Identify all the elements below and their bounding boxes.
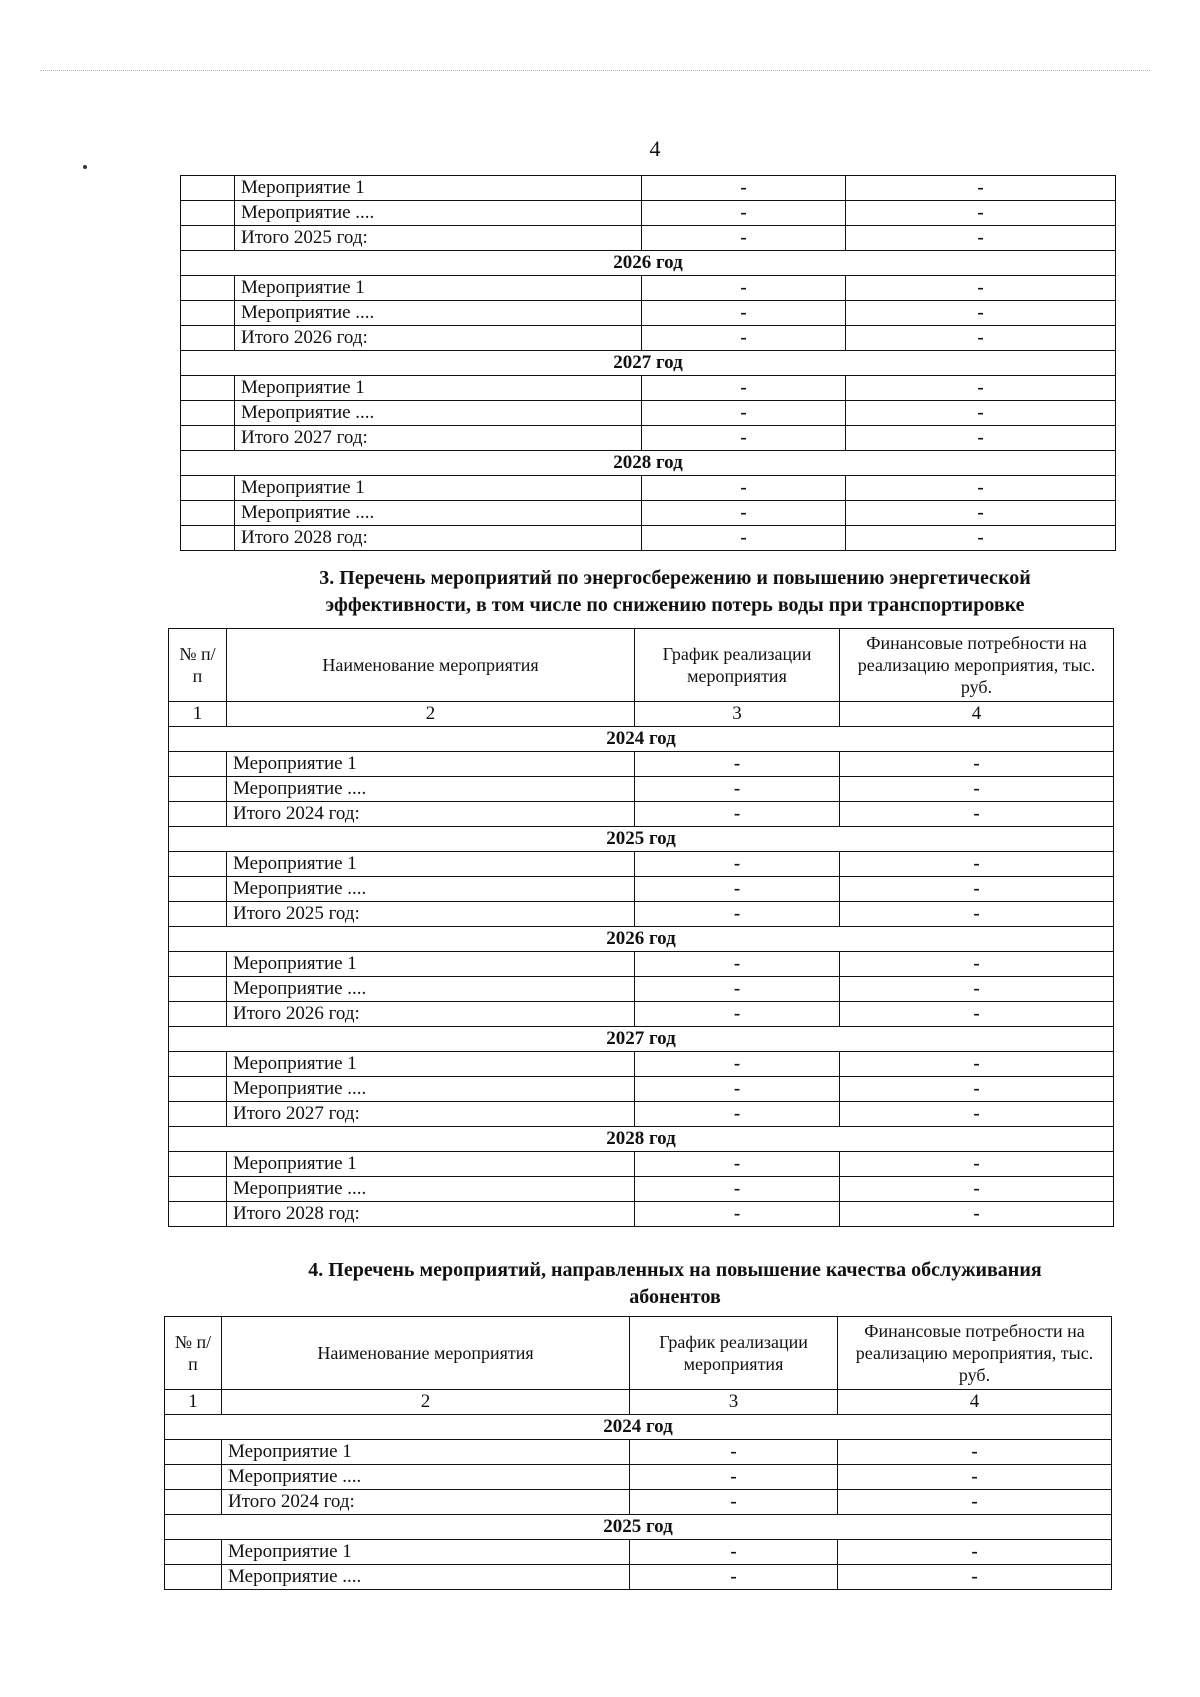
event-name-cell: Мероприятие 1 bbox=[235, 376, 642, 401]
finance-cell: - bbox=[846, 401, 1116, 426]
schedule-cell: - bbox=[642, 301, 846, 326]
table-row bbox=[169, 777, 1114, 802]
finance-cell: - bbox=[840, 777, 1114, 802]
finance-cell: - bbox=[840, 1052, 1114, 1077]
table-row bbox=[181, 376, 1116, 401]
finance-cell: - bbox=[840, 1102, 1114, 1127]
row-number-cell bbox=[169, 1102, 227, 1127]
finance-cell: - bbox=[846, 276, 1116, 301]
event-name-cell: Мероприятие 1 bbox=[235, 176, 642, 201]
year-heading-row bbox=[169, 827, 1114, 852]
header-name: Наименование мероприятия bbox=[222, 1317, 630, 1390]
row-number-cell bbox=[181, 526, 235, 551]
year-heading: 2025 год bbox=[165, 1515, 1112, 1540]
event-name-cell: Мероприятие .... bbox=[222, 1565, 630, 1590]
finance-cell: - bbox=[846, 301, 1116, 326]
event-name-cell: Мероприятие .... bbox=[222, 1465, 630, 1490]
row-number-cell bbox=[169, 752, 227, 777]
total-row bbox=[169, 1002, 1114, 1027]
event-name-cell: Мероприятие .... bbox=[227, 1077, 635, 1102]
total-row bbox=[165, 1490, 1112, 1515]
schedule-cell: - bbox=[635, 802, 840, 827]
column-number: 4 bbox=[838, 1390, 1112, 1415]
finance-cell: - bbox=[846, 226, 1116, 251]
schedule-cell: - bbox=[642, 426, 846, 451]
schedule-cell: - bbox=[635, 977, 840, 1002]
finance-cell: - bbox=[840, 802, 1114, 827]
row-number-cell bbox=[165, 1490, 222, 1515]
year-heading: 2024 год bbox=[169, 727, 1114, 752]
schedule-cell: - bbox=[635, 752, 840, 777]
table-row bbox=[169, 877, 1114, 902]
total-label-cell: Итого 2027 год: bbox=[227, 1102, 635, 1127]
schedule-cell: - bbox=[630, 1465, 838, 1490]
event-name-cell: Мероприятие 1 bbox=[222, 1540, 630, 1565]
event-name-cell: Мероприятие .... bbox=[227, 1177, 635, 1202]
table-header-row bbox=[169, 629, 1114, 702]
row-number-cell bbox=[181, 301, 235, 326]
schedule-cell: - bbox=[635, 1052, 840, 1077]
row-number-cell bbox=[169, 977, 227, 1002]
total-label-cell: Итого 2025 год: bbox=[235, 226, 642, 251]
row-number-cell bbox=[181, 226, 235, 251]
section-3-title-line-1: 3. Перечень мероприятий по энергосбережению и повышению энергетической bbox=[319, 567, 1031, 589]
row-number-cell bbox=[165, 1440, 222, 1465]
schedule-cell: - bbox=[642, 201, 846, 226]
row-number-cell bbox=[181, 176, 235, 201]
finance-cell: - bbox=[840, 752, 1114, 777]
year-heading: 2026 год bbox=[181, 251, 1116, 276]
schedule-cell: - bbox=[630, 1490, 838, 1515]
schedule-cell: - bbox=[635, 852, 840, 877]
table-row bbox=[169, 977, 1114, 1002]
finance-cell: - bbox=[846, 326, 1116, 351]
page-number: 4 bbox=[649, 136, 661, 161]
table-row bbox=[181, 201, 1116, 226]
section-4-table bbox=[164, 1316, 1112, 1590]
table-row bbox=[165, 1540, 1112, 1565]
year-heading-row bbox=[165, 1515, 1112, 1540]
section-4-title bbox=[170, 1257, 1180, 1311]
finance-cell: - bbox=[840, 852, 1114, 877]
table-row bbox=[169, 1052, 1114, 1077]
finance-cell: - bbox=[846, 476, 1116, 501]
header-finance: Финансовые потребности на реализацию мероприятия, тыс. руб. bbox=[838, 1317, 1112, 1390]
table-row bbox=[181, 401, 1116, 426]
schedule-cell: - bbox=[635, 1177, 840, 1202]
event-name-cell: Мероприятие 1 bbox=[227, 852, 635, 877]
table-row bbox=[181, 301, 1116, 326]
header-no: № п/п bbox=[169, 629, 227, 702]
schedule-cell: - bbox=[642, 476, 846, 501]
finance-cell: - bbox=[840, 952, 1114, 977]
section-3-title-line-2: эффективности, в том числе по снижению потерь воды при транспортировке bbox=[325, 594, 1025, 616]
total-label-cell: Итого 2028 год: bbox=[235, 526, 642, 551]
row-number-cell bbox=[169, 1077, 227, 1102]
event-name-cell: Мероприятие 1 bbox=[227, 752, 635, 777]
table-row bbox=[169, 852, 1114, 877]
schedule-cell: - bbox=[642, 326, 846, 351]
row-number-cell bbox=[169, 902, 227, 927]
scan-artifact-line bbox=[40, 70, 1150, 71]
table-row bbox=[169, 1152, 1114, 1177]
finance-cell: - bbox=[840, 977, 1114, 1002]
section-3-title bbox=[170, 565, 1180, 619]
schedule-cell: - bbox=[630, 1540, 838, 1565]
year-heading: 2026 год bbox=[169, 927, 1114, 952]
table-header-row bbox=[165, 1317, 1112, 1390]
scan-artifact-dot bbox=[83, 165, 87, 169]
event-name-cell: Мероприятие .... bbox=[227, 977, 635, 1002]
event-name-cell: Мероприятие .... bbox=[227, 777, 635, 802]
table-row bbox=[181, 276, 1116, 301]
row-number-cell bbox=[169, 1002, 227, 1027]
schedule-cell: - bbox=[635, 902, 840, 927]
event-name-cell: Мероприятие 1 bbox=[227, 1052, 635, 1077]
table-row bbox=[181, 476, 1116, 501]
total-label-cell: Итого 2027 год: bbox=[235, 426, 642, 451]
row-number-cell bbox=[169, 1202, 227, 1227]
table-row bbox=[165, 1465, 1112, 1490]
schedule-cell: - bbox=[635, 1152, 840, 1177]
finance-cell: - bbox=[840, 1152, 1114, 1177]
section-4-title-line-1: 4. Перечень мероприятий, направленных на повышение качества обслуживания bbox=[308, 1259, 1042, 1281]
schedule-cell: - bbox=[635, 1102, 840, 1127]
year-heading-row bbox=[181, 351, 1116, 376]
schedule-cell: - bbox=[642, 176, 846, 201]
event-name-cell: Мероприятие .... bbox=[235, 501, 642, 526]
column-number: 2 bbox=[222, 1390, 630, 1415]
row-number-cell bbox=[181, 501, 235, 526]
row-number-cell bbox=[169, 802, 227, 827]
finance-cell: - bbox=[838, 1440, 1112, 1465]
row-number-cell bbox=[181, 401, 235, 426]
row-number-cell bbox=[169, 1177, 227, 1202]
column-number: 4 bbox=[840, 702, 1114, 727]
events-table-continued bbox=[180, 175, 1116, 551]
finance-cell: - bbox=[846, 176, 1116, 201]
finance-cell: - bbox=[840, 1002, 1114, 1027]
finance-cell: - bbox=[846, 201, 1116, 226]
schedule-cell: - bbox=[642, 526, 846, 551]
finance-cell: - bbox=[840, 877, 1114, 902]
total-label-cell: Итого 2024 год: bbox=[227, 802, 635, 827]
year-heading: 2027 год bbox=[181, 351, 1116, 376]
finance-cell: - bbox=[840, 902, 1114, 927]
schedule-cell: - bbox=[642, 401, 846, 426]
schedule-cell: - bbox=[635, 877, 840, 902]
year-heading-row bbox=[165, 1415, 1112, 1440]
schedule-cell: - bbox=[635, 1077, 840, 1102]
row-number-cell bbox=[169, 1152, 227, 1177]
table-row bbox=[165, 1440, 1112, 1465]
row-number-cell bbox=[169, 777, 227, 802]
event-name-cell: Мероприятие 1 bbox=[227, 1152, 635, 1177]
row-number-cell bbox=[181, 376, 235, 401]
header-no: № п/п bbox=[165, 1317, 222, 1390]
row-number-cell bbox=[181, 201, 235, 226]
column-number: 3 bbox=[635, 702, 840, 727]
year-heading-row bbox=[169, 1127, 1114, 1152]
schedule-cell: - bbox=[630, 1565, 838, 1590]
column-numbers-row bbox=[165, 1390, 1112, 1415]
year-heading: 2027 год bbox=[169, 1027, 1114, 1052]
table-row bbox=[181, 501, 1116, 526]
row-number-cell bbox=[165, 1540, 222, 1565]
event-name-cell: Мероприятие .... bbox=[235, 301, 642, 326]
finance-cell: - bbox=[838, 1490, 1112, 1515]
finance-cell: - bbox=[840, 1177, 1114, 1202]
total-label-cell: Итого 2025 год: bbox=[227, 902, 635, 927]
event-name-cell: Мероприятие .... bbox=[235, 401, 642, 426]
row-number-cell bbox=[169, 852, 227, 877]
row-number-cell bbox=[169, 952, 227, 977]
total-label-cell: Итого 2026 год: bbox=[227, 1002, 635, 1027]
total-row bbox=[169, 1102, 1114, 1127]
row-number-cell bbox=[181, 326, 235, 351]
total-label-cell: Итого 2024 год: bbox=[222, 1490, 630, 1515]
total-row bbox=[181, 226, 1116, 251]
year-heading: 2024 год bbox=[165, 1415, 1112, 1440]
schedule-cell: - bbox=[635, 1002, 840, 1027]
table-row bbox=[169, 1177, 1114, 1202]
year-heading: 2028 год bbox=[169, 1127, 1114, 1152]
row-number-cell bbox=[181, 276, 235, 301]
total-row bbox=[181, 326, 1116, 351]
total-label-cell: Итого 2026 год: bbox=[235, 326, 642, 351]
year-heading-row bbox=[181, 451, 1116, 476]
total-row bbox=[181, 426, 1116, 451]
finance-cell: - bbox=[838, 1540, 1112, 1565]
year-heading-row bbox=[181, 251, 1116, 276]
row-number-cell bbox=[169, 877, 227, 902]
finance-cell: - bbox=[846, 426, 1116, 451]
section-3-table bbox=[168, 628, 1114, 1227]
row-number-cell bbox=[165, 1465, 222, 1490]
total-row bbox=[181, 526, 1116, 551]
schedule-cell: - bbox=[642, 276, 846, 301]
event-name-cell: Мероприятие .... bbox=[235, 201, 642, 226]
column-number: 1 bbox=[165, 1390, 222, 1415]
schedule-cell: - bbox=[642, 376, 846, 401]
year-heading-row bbox=[169, 927, 1114, 952]
event-name-cell: Мероприятие 1 bbox=[227, 952, 635, 977]
event-name-cell: Мероприятие .... bbox=[227, 877, 635, 902]
schedule-cell: - bbox=[635, 952, 840, 977]
event-name-cell: Мероприятие 1 bbox=[235, 276, 642, 301]
finance-cell: - bbox=[838, 1465, 1112, 1490]
year-heading-row bbox=[169, 727, 1114, 752]
schedule-cell: - bbox=[630, 1440, 838, 1465]
finance-cell: - bbox=[846, 526, 1116, 551]
year-heading: 2028 год bbox=[181, 451, 1116, 476]
finance-cell: - bbox=[846, 501, 1116, 526]
row-number-cell bbox=[169, 1052, 227, 1077]
table-row bbox=[181, 176, 1116, 201]
total-row bbox=[169, 1202, 1114, 1227]
table-row bbox=[169, 1077, 1114, 1102]
total-label-cell: Итого 2028 год: bbox=[227, 1202, 635, 1227]
event-name-cell: Мероприятие 1 bbox=[222, 1440, 630, 1465]
header-schedule: График реализации мероприятия bbox=[630, 1317, 838, 1390]
column-number: 3 bbox=[630, 1390, 838, 1415]
schedule-cell: - bbox=[635, 1202, 840, 1227]
column-number: 2 bbox=[227, 702, 635, 727]
event-name-cell: Мероприятие 1 bbox=[235, 476, 642, 501]
table-row bbox=[169, 952, 1114, 977]
row-number-cell bbox=[165, 1565, 222, 1590]
header-name: Наименование мероприятия bbox=[227, 629, 635, 702]
schedule-cell: - bbox=[635, 777, 840, 802]
schedule-cell: - bbox=[642, 226, 846, 251]
finance-cell: - bbox=[846, 376, 1116, 401]
row-number-cell bbox=[181, 426, 235, 451]
finance-cell: - bbox=[840, 1202, 1114, 1227]
total-row bbox=[169, 802, 1114, 827]
section-4-title-line-2: абонентов bbox=[629, 1286, 721, 1308]
total-row bbox=[169, 902, 1114, 927]
column-number: 1 bbox=[169, 702, 227, 727]
header-finance: Финансовые потребности на реализацию мероприятия, тыс. руб. bbox=[840, 629, 1114, 702]
schedule-cell: - bbox=[642, 501, 846, 526]
finance-cell: - bbox=[840, 1077, 1114, 1102]
table-row bbox=[165, 1565, 1112, 1590]
row-number-cell bbox=[181, 476, 235, 501]
column-numbers-row bbox=[169, 702, 1114, 727]
finance-cell: - bbox=[838, 1565, 1112, 1590]
header-schedule: График реализации мероприятия bbox=[635, 629, 840, 702]
year-heading-row bbox=[169, 1027, 1114, 1052]
table-row bbox=[169, 752, 1114, 777]
year-heading: 2025 год bbox=[169, 827, 1114, 852]
